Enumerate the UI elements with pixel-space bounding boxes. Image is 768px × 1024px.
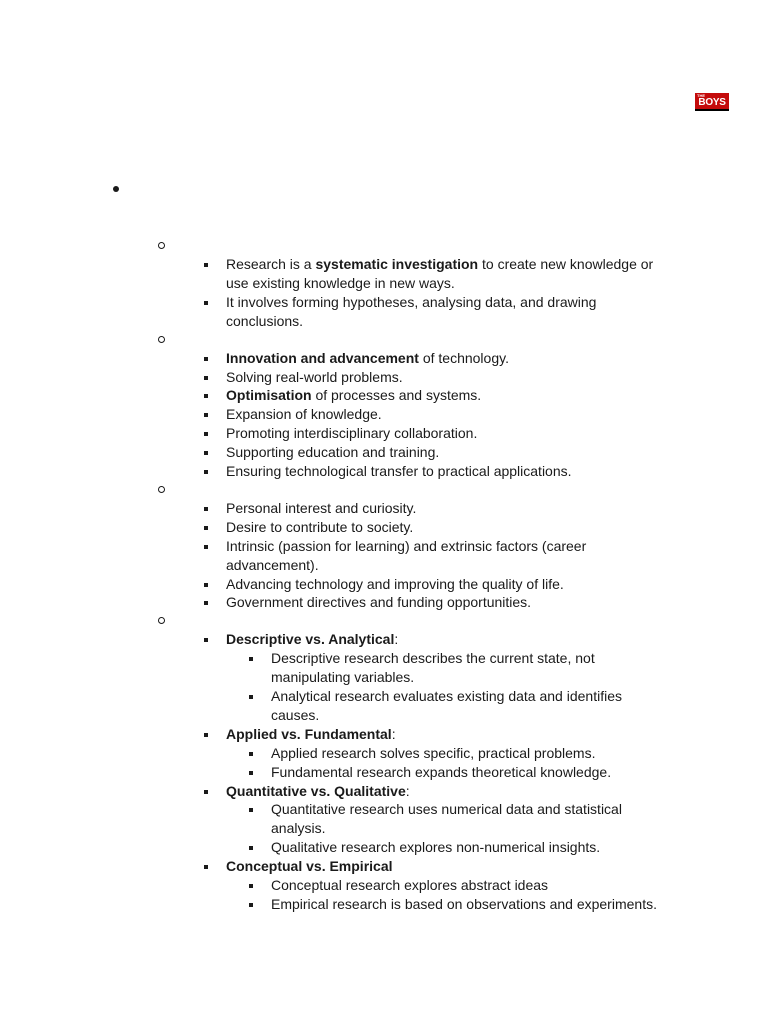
list-item-continuation: advancement).	[226, 556, 319, 573]
text: Ensuring technological transfer to practical applications.	[226, 463, 572, 479]
text: Intrinsic (passion for learning) and extrinsic factors (career	[226, 537, 587, 554]
square-bullet-icon	[204, 413, 208, 417]
text: :	[394, 631, 399, 648]
text: Advancing technology and improving the quality of life.	[226, 575, 564, 592]
square-bullet-icon	[249, 695, 253, 699]
square-bullet-icon	[204, 638, 208, 642]
top-level-bullet	[113, 186, 119, 192]
square-bullet-icon	[249, 808, 253, 812]
list-item-continuation: use existing knowledge in new ways.	[226, 274, 455, 291]
list-item	[226, 443, 439, 462]
list-item	[226, 857, 393, 876]
square-bullet-icon	[204, 432, 208, 436]
sub-list-item-continuation: manipulating variables.	[271, 669, 415, 686]
text: to create new knowledge or	[478, 256, 654, 272]
list-item	[226, 386, 481, 405]
sub-list-item: Analytical research evaluates existing data and identifies	[271, 688, 622, 704]
square-bullet-icon	[204, 583, 208, 587]
text: Government directives and funding opportunities.	[226, 594, 532, 611]
list-item	[226, 368, 403, 387]
list-item	[226, 725, 396, 744]
square-bullet-icon	[204, 357, 208, 361]
square-bullet-icon	[204, 376, 208, 380]
bold-text: systematic investigation	[315, 256, 479, 272]
square-bullet-icon	[204, 451, 208, 455]
section-circle-bullet	[158, 617, 165, 624]
text: :	[391, 725, 396, 742]
list-item	[226, 782, 410, 801]
bold-text: Conceptual vs. Empirical	[226, 858, 393, 875]
text: :	[405, 782, 410, 799]
list-item	[226, 293, 596, 312]
list-item	[226, 575, 564, 594]
square-bullet-icon	[249, 903, 253, 907]
sub-list-item-continuation: analysis.	[271, 820, 326, 837]
text: of technology.	[418, 349, 509, 366]
square-bullet-icon	[204, 733, 208, 737]
list-item-continuation: conclusions.	[226, 312, 304, 329]
square-bullet-icon	[204, 263, 208, 267]
logo-bar	[695, 109, 729, 111]
sub-list-item: Descriptive research describes the current state, not	[271, 650, 595, 667]
list-item	[226, 405, 382, 424]
text: Supporting education and training.	[226, 444, 440, 461]
list-item	[226, 255, 653, 274]
sub-list-item: Qualitative research explores non-numerical insights.	[271, 839, 601, 856]
logo	[695, 93, 729, 111]
list-item	[226, 462, 572, 481]
sub-list-item-continuation: causes.	[271, 706, 320, 723]
list-item	[226, 518, 413, 537]
text: Promoting interdisciplinary collaboration.	[226, 425, 478, 442]
sub-list-item: Conceptual research explores abstract ideas	[271, 877, 549, 893]
text: of processes and systems.	[311, 387, 482, 404]
square-bullet-icon	[204, 545, 208, 549]
list-item	[226, 630, 398, 649]
list-item	[226, 349, 509, 368]
square-bullet-icon	[204, 865, 208, 869]
square-bullet-icon	[204, 394, 208, 398]
square-bullet-icon	[249, 657, 253, 661]
list-item	[226, 593, 531, 612]
square-bullet-icon	[204, 301, 208, 305]
sub-list-item: Empirical research is based on observations and experiments.	[271, 895, 657, 912]
text: It involves forming hypotheses, analysing data, and drawing	[226, 293, 597, 310]
sub-list-item: Quantitative research uses numerical data and statistical	[271, 801, 622, 818]
square-bullet-icon	[204, 507, 208, 511]
square-bullet-icon	[204, 790, 208, 794]
square-bullet-icon	[204, 601, 208, 605]
section-circle-bullet	[158, 486, 165, 493]
bold-text: Applied vs. Fundamental	[226, 725, 392, 742]
square-bullet-icon	[204, 470, 208, 474]
sub-list-item: Fundamental research expands theoretical knowledge.	[271, 763, 612, 780]
section-circle-bullet	[158, 242, 165, 249]
text: Solving real-world problems.	[226, 368, 403, 385]
list-item	[226, 499, 416, 518]
text: Desire to contribute to society.	[226, 518, 414, 535]
list-item	[226, 537, 586, 556]
text: Expansion of knowledge.	[226, 406, 382, 423]
square-bullet-icon	[249, 884, 253, 888]
square-bullet-icon	[249, 771, 253, 775]
text: Personal interest and curiosity.	[226, 499, 417, 516]
section-circle-bullet	[158, 336, 165, 343]
bold-text: Descriptive vs. Analytical	[226, 631, 395, 648]
logo-small-text: THE	[697, 93, 705, 98]
text: Research is a	[226, 256, 316, 272]
square-bullet-icon	[249, 752, 253, 756]
square-bullet-icon	[249, 846, 253, 850]
bold-text: Innovation and advancement	[226, 349, 419, 366]
sub-list-item: Applied research solves specific, practical problems.	[271, 744, 596, 761]
logo-main-text: BOYS	[698, 97, 726, 108]
list-item	[226, 424, 477, 443]
bold-text: Quantitative vs. Qualitative	[226, 782, 406, 799]
square-bullet-icon	[204, 526, 208, 530]
bold-text: Optimisation	[226, 387, 312, 404]
